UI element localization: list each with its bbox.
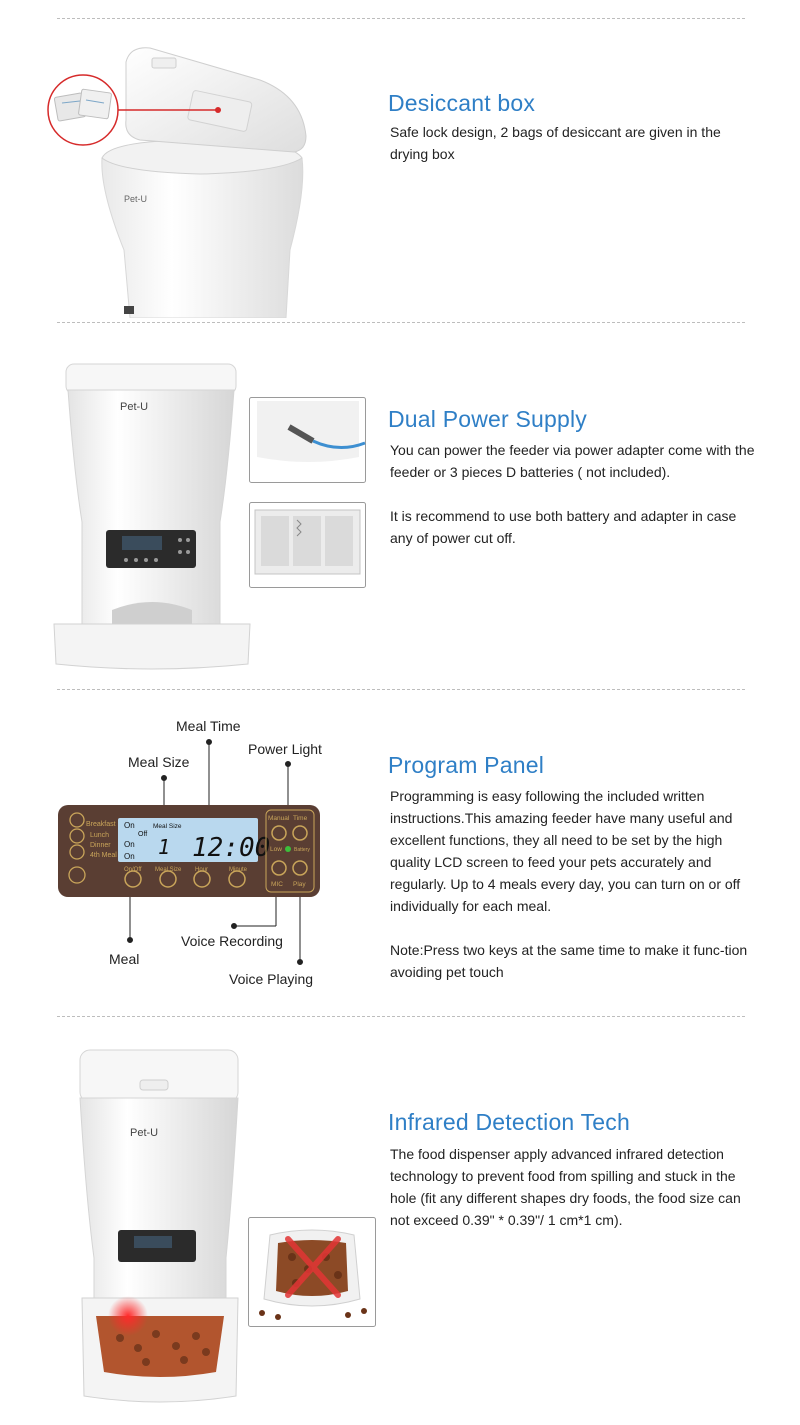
panel-meal-3: Dinner xyxy=(90,842,111,849)
btn-hour[interactable]: Hour xyxy=(195,867,209,873)
brand-logo: Pet-U xyxy=(120,401,149,413)
label-battery: Battery xyxy=(294,847,310,853)
btn-meal-size[interactable]: Meal Size xyxy=(155,867,182,873)
btn-manual[interactable]: Manual xyxy=(268,815,290,822)
section-divider xyxy=(57,18,745,19)
lcd-on-1: On xyxy=(124,821,135,830)
lcd-on-2: On xyxy=(124,840,135,849)
adapter-port-image xyxy=(249,397,366,483)
section-title-desiccant: Desiccant box xyxy=(388,90,536,116)
btn-onoff[interactable]: On/Off xyxy=(124,867,142,873)
label-low: Low xyxy=(270,846,282,853)
section-title-power: Dual Power Supply xyxy=(388,406,588,432)
feeder-product-image xyxy=(52,362,252,670)
btn-mic[interactable]: MIC xyxy=(271,881,283,888)
infrared-blocked-image xyxy=(248,1217,376,1327)
section-divider xyxy=(57,1016,745,1017)
panel-meal-4: 4th Meal xyxy=(90,852,117,859)
brand-logo: Pet-U xyxy=(124,194,148,204)
section-divider xyxy=(57,689,745,690)
power-led-icon xyxy=(285,846,291,852)
section-text-program-1: Programming is easy following the included written instructions.This amazing feeder have many useful and excellent functions, they all need to be set by the high quality LCD screen to feed your pets accurately and regularly. Up to 4 meals every day, you can turn on or off individually for each meal. xyxy=(390,788,741,914)
section-text-power-1: You can power the feeder via power adapter come with the feeder or 3 pieces D batteries ( not included). xyxy=(390,442,755,480)
section-title-infrared: Infrared Detection Tech xyxy=(388,1109,630,1135)
section-title-program: Program Panel xyxy=(388,752,545,778)
panel-meal-1: Breakfast xyxy=(86,821,116,828)
desiccant-bags-zoom xyxy=(46,73,120,147)
section-text-desiccant: Safe lock design, 2 bags of desiccant are given in the drying box xyxy=(390,124,721,162)
lcd-on-3: On xyxy=(124,852,135,861)
panel-meal-2: Lunch xyxy=(90,832,110,839)
btn-minute[interactable]: Minute xyxy=(229,867,248,873)
callout-power-light: Power Light xyxy=(248,741,322,757)
callout-meal-size: Meal Size xyxy=(128,754,190,770)
btn-play[interactable]: Play xyxy=(293,881,306,888)
brand-logo: Pet-U xyxy=(130,1127,159,1139)
btn-time[interactable]: Time xyxy=(293,815,308,822)
lcd-meal-size-label: Meal Size xyxy=(153,823,182,830)
section-text-program-2: Note:Press two keys at the same time to make it func-tion avoiding pet touch xyxy=(390,942,748,980)
lcd-time: 12:00 xyxy=(192,833,271,863)
callout-voice-playing: Voice Playing xyxy=(229,971,314,987)
callout-meal: Meal xyxy=(109,951,140,967)
callout-voice-recording: Voice Recording xyxy=(181,933,283,949)
section-divider xyxy=(57,322,745,323)
callout-meal-time: Meal Time xyxy=(176,718,241,734)
battery-compartment-image xyxy=(249,502,366,588)
section-text-power-2: It is recommend to use both battery and adapter in case any of power cut off. xyxy=(390,508,737,546)
section-text-infrared: The food dispenser apply advanced infrared detection technology to prevent food from spilling and stuck in the hole (fit any different shapes dry foods, the food size can not exceed 0.39" * 0.39"/ 1 cm*1 cm). xyxy=(390,1146,741,1228)
lcd-off: Off xyxy=(138,831,148,838)
lcd-meal-number: 1 xyxy=(158,835,171,859)
program-panel-diagram xyxy=(0,730,340,990)
infrared-feeder-image xyxy=(76,1048,244,1408)
